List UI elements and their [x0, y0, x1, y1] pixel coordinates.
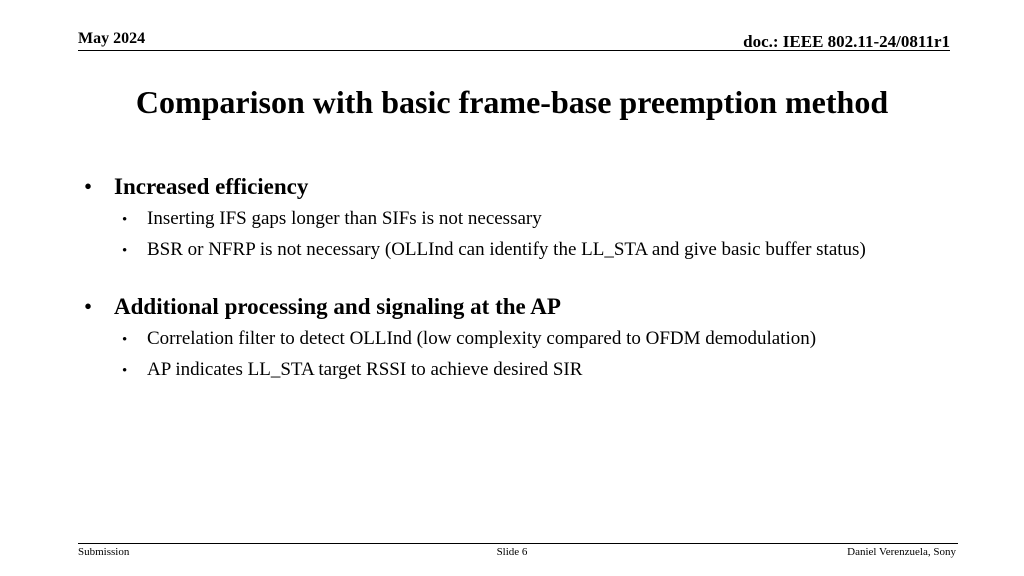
sub-bullet: [122, 326, 984, 353]
sub-bullet-text: Inserting IFS gaps longer than SIFs is not necessary: [147, 208, 542, 229]
sub-bullet: [122, 206, 984, 233]
bullet-heading: [84, 172, 984, 202]
sub-bullet-text: Correlation filter to detect OLLInd (low complexity compared to OFDM demodulation): [147, 328, 817, 349]
slide-content: [84, 172, 984, 412]
header-divider: [78, 50, 950, 51]
slide-title: Comparison with basic frame-base preemption method: [135, 84, 889, 120]
sub-bullet: [122, 237, 984, 264]
bullet-icon: •: [122, 363, 128, 379]
bullet-icon: •: [84, 174, 93, 199]
sub-bullet-text: AP indicates LL_STA target RSSI to achieve desired SIR: [147, 359, 583, 380]
bullet-icon: •: [122, 243, 128, 259]
bullet-heading-text: Increased efficiency: [114, 174, 309, 199]
bullet-icon: •: [122, 332, 128, 348]
section-additional-processing: [84, 292, 984, 384]
footer-submission: Submission: [78, 546, 130, 558]
header-date: May 2024: [78, 30, 146, 47]
bullet-icon: •: [122, 212, 128, 228]
header-doc-id: doc.: IEEE 802.11-24/0811r1: [743, 32, 950, 51]
footer-divider: [78, 543, 958, 544]
sub-bullet: [122, 357, 984, 384]
sub-bullet-text: BSR or NFRP is not necessary (OLLInd can identify the LL_STA and give basic buffer status): [147, 239, 866, 260]
section-increased-efficiency: [84, 172, 984, 264]
bullet-heading-text: Additional processing and signaling at the AP: [114, 294, 561, 319]
footer-author: Daniel Verenzuela, Sony: [847, 546, 956, 558]
bullet-heading: [84, 292, 984, 322]
bullet-icon: •: [84, 294, 93, 319]
footer-slide-number: Slide 6: [496, 546, 528, 558]
